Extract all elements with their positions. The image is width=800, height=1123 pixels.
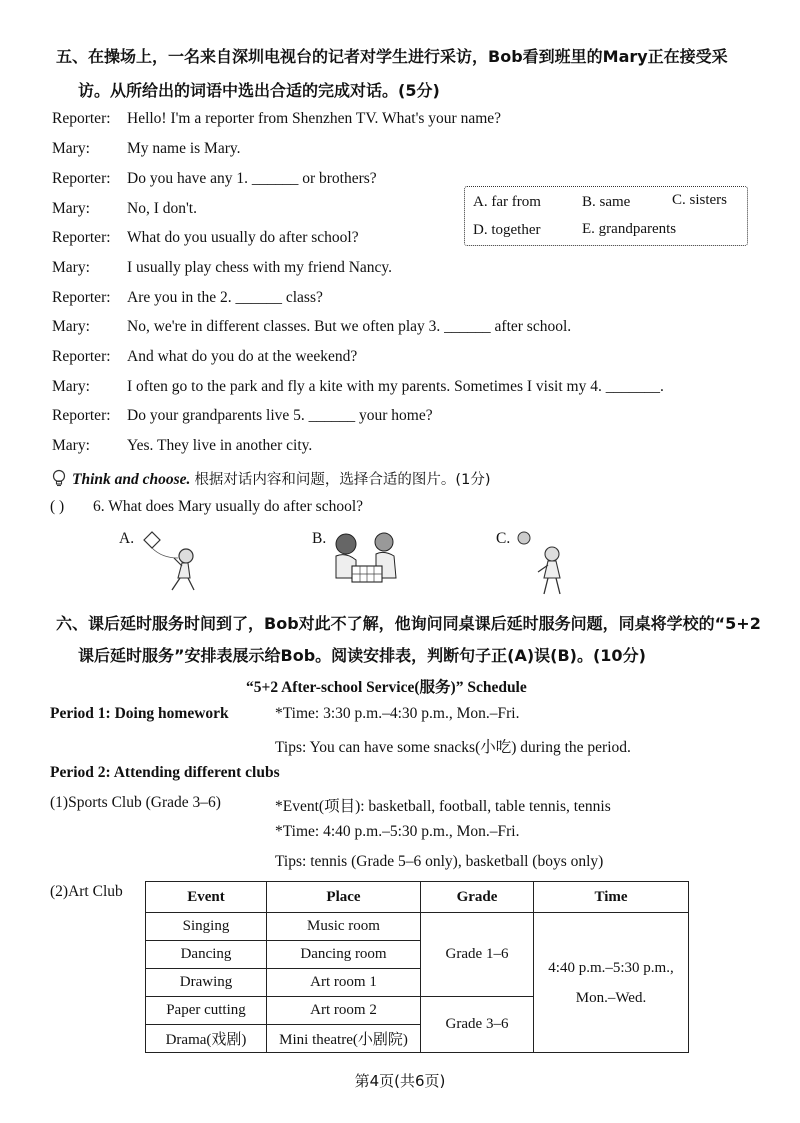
lightbulb-icon — [50, 469, 68, 487]
section6-heading-line2: 课后延时服务”安排表展示给Bob。阅读安排表，判断句子正(A)误(B)。(10分) — [78, 646, 646, 665]
playing-chess-picture — [330, 530, 404, 596]
speaker: Mary: — [52, 200, 90, 217]
place-cell: Art room 1 — [267, 969, 421, 997]
sports-club-event: *Event(项目): basketball, football, table tennis, tennis — [275, 798, 611, 815]
option-a: A. far from — [473, 194, 541, 210]
utterance: Do you have any 1. ______ or brothers? — [127, 170, 377, 187]
utterance: No, I don't. — [127, 200, 197, 217]
speaker: Mary: — [52, 378, 90, 395]
speaker: Mary: — [52, 259, 90, 276]
speaker: Reporter: — [52, 348, 111, 365]
q6-question: 6. What does Mary usually do after school? — [93, 498, 364, 515]
header-time: Time — [534, 882, 689, 913]
grade-cell: Grade 1–6 — [421, 913, 534, 997]
place-cell: Music room — [267, 913, 421, 941]
speaker: Mary: — [52, 437, 90, 454]
schedule-title: “5+2 After-school Service(服务)” Schedule — [246, 679, 527, 696]
think-instruction: 根据对话内容和问题，选择合适的图片。(1分) — [194, 472, 491, 488]
speaker: Reporter: — [52, 407, 111, 424]
speaker: Reporter: — [52, 110, 111, 127]
choice-b-label: B. — [312, 530, 327, 547]
speaker: Reporter: — [52, 170, 111, 187]
sports-club-time: *Time: 4:40 p.m.–5:30 p.m., Mon.–Fri. — [275, 823, 520, 840]
speaker: Mary: — [52, 140, 90, 157]
page-number: 第4页(共6页) — [354, 1072, 446, 1090]
utterance: Are you in the 2. ______ class? — [127, 289, 323, 306]
event-cell: Drawing — [146, 969, 267, 997]
option-b: B. same — [582, 194, 631, 210]
think-and-choose — [50, 468, 490, 489]
option-d: D. together — [473, 222, 541, 238]
choice-c-label: C. — [496, 530, 511, 547]
art-club-table — [145, 881, 689, 1053]
period1-time: *Time: 3:30 p.m.–4:30 p.m., Mon.–Fri. — [275, 705, 520, 722]
kite-flying-girl-picture — [138, 528, 208, 598]
q6-answer-paren: ( ) — [50, 498, 65, 515]
utterance: Yes. They live in another city. — [127, 437, 313, 454]
header-event: Event — [146, 882, 267, 913]
sports-club-tips: Tips: tennis (Grade 5–6 only), basketball (boys only) — [275, 853, 604, 870]
utterance: No, we're in different classes. But we often play 3. ______ after school. — [127, 318, 572, 335]
event-cell: Paper cutting — [146, 997, 267, 1025]
speaker: Reporter: — [52, 229, 111, 246]
time-line1: 4:40 p.m.–5:30 p.m., — [548, 959, 674, 976]
option-e: E. grandparents — [582, 221, 677, 237]
place-cell: Dancing room — [267, 941, 421, 969]
event-cell: Singing — [146, 913, 267, 941]
period2-label: Period 2: Attending different clubs — [50, 764, 280, 781]
period1-tips: Tips: You can have some snacks(小吃) during the period. — [275, 739, 631, 756]
utterance: Do your grandparents live 5. ______ your home? — [127, 407, 433, 424]
time-line2: Mon.–Wed. — [575, 989, 647, 1006]
time-cell — [534, 913, 689, 1053]
ball-playing-girl-picture — [514, 528, 574, 600]
section6-heading-line1: 六、课后延时服务时间到了，Bob对此不了解，他询问同桌课后延时服务问题，同桌将学校的“5+2 — [56, 614, 761, 633]
header-place: Place — [267, 882, 421, 913]
utterance: My name is Mary. — [127, 140, 241, 157]
event-cell: Dancing — [146, 941, 267, 969]
section5-heading-line2: 访。从所给出的词语中选出合适的完成对话。(5分) — [78, 81, 440, 100]
place-cell: Mini theatre(小剧院) — [267, 1025, 421, 1053]
utterance: And what do you do at the weekend? — [127, 348, 358, 365]
header-grade: Grade — [421, 882, 534, 913]
speaker: Mary: — [52, 318, 90, 335]
think-title: Think and choose. — [72, 471, 191, 488]
word-options-box — [464, 186, 748, 246]
utterance: Hello! I'm a reporter from Shenzhen TV. What's your name? — [127, 110, 502, 127]
art-club-label: (2)Art Club — [50, 883, 123, 900]
option-c: C. sisters — [672, 192, 728, 208]
place-cell: Art room 2 — [267, 997, 421, 1025]
choice-a-label: A. — [119, 530, 135, 547]
grade-cell: Grade 3–6 — [421, 997, 534, 1053]
utterance: I often go to the park and fly a kite with my parents. Sometimes I visit my 4. _______. — [127, 378, 664, 395]
table-header-row — [146, 882, 689, 913]
utterance: What do you usually do after school? — [127, 229, 359, 246]
utterance: I usually play chess with my friend Nancy. — [127, 259, 393, 276]
period1-label: Period 1: Doing homework — [50, 705, 229, 722]
speaker: Reporter: — [52, 289, 111, 306]
event-cell: Drama(戏剧) — [146, 1025, 267, 1053]
sports-club-label: (1)Sports Club (Grade 3–6) — [50, 794, 221, 811]
table-row — [146, 913, 689, 941]
section5-heading-line1: 五、在操场上，一名来自深圳电视台的记者对学生进行采访，Bob看到班里的Mary正在接受采 — [56, 47, 728, 66]
